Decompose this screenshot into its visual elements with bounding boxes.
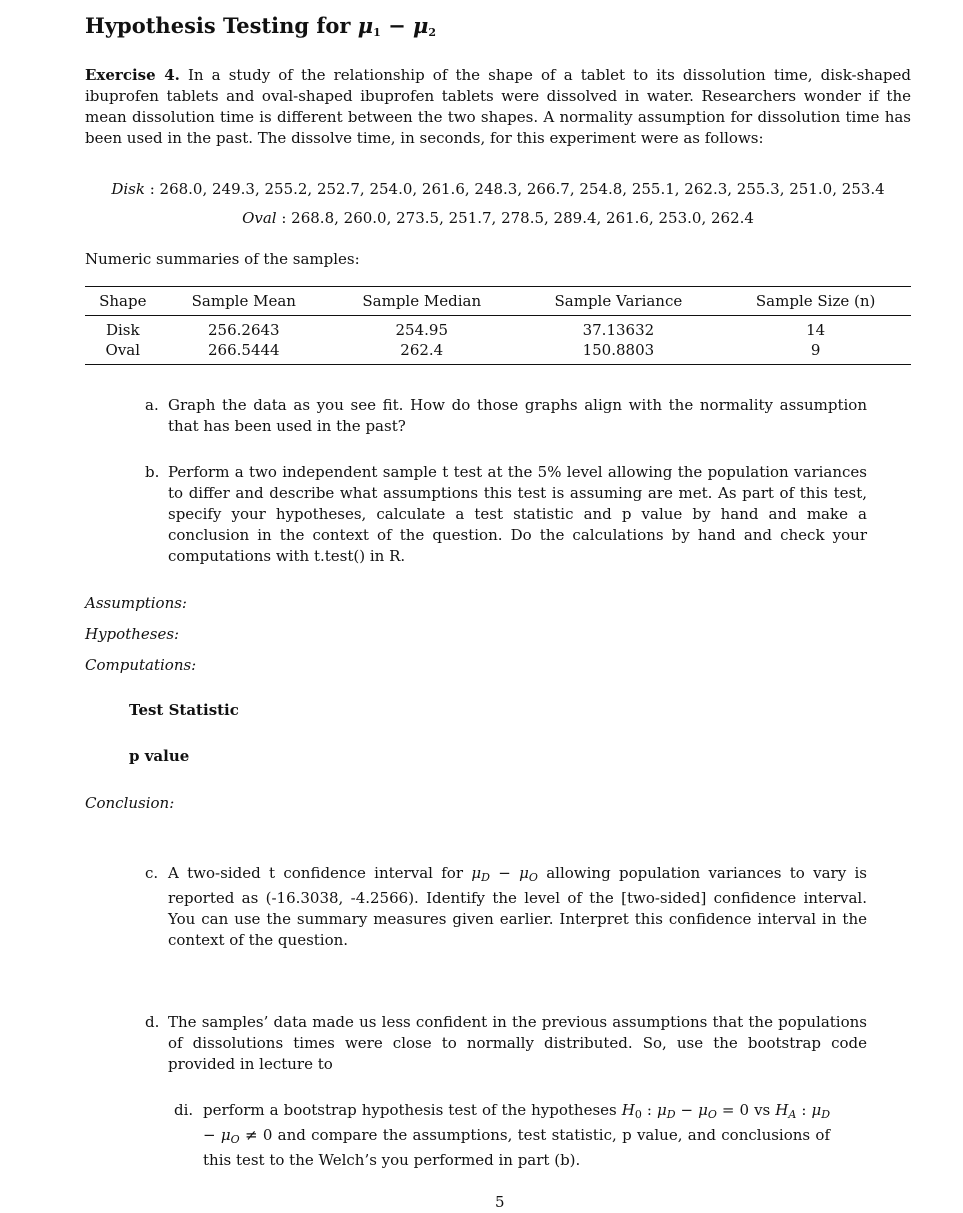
header-median: Sample Median [327, 287, 516, 316]
sub-d: D [481, 871, 490, 884]
sample-data [85, 179, 911, 229]
part-a-marker: a. [145, 396, 159, 414]
minus-symbol: − [489, 864, 520, 882]
part-c-marker: c. [145, 864, 159, 882]
mu-symbol: μ [220, 1126, 231, 1144]
cell-shape: Oval [85, 340, 161, 365]
sub-d: D [821, 1108, 831, 1121]
computations-label: Computations: [85, 656, 197, 674]
minus-symbol: − [203, 1126, 221, 1144]
part-d [145, 1012, 867, 1075]
table-row [85, 340, 911, 365]
part-d-text: The samples’ data made us less confident in the previous assumptions that the populations of dissolutions times were close to normally distributed. So, use the bootstrap code provided in lecture to [168, 1013, 867, 1073]
h-symbol: H [621, 1101, 635, 1119]
disk-label: Disk [111, 180, 145, 198]
cell-mean: 266.5444 [161, 340, 327, 365]
mu-symbol: μ [656, 1101, 667, 1119]
part-c-text-pre: A two-sided t confidence interval for [168, 864, 472, 882]
oval-label: Oval [242, 209, 277, 227]
part-b-text: Perform a two independent sample t test at the 5% level allowing the population variances to differ and describe what assumptions this test is assuming are met. As part of this test, specify your hypotheses, calculate a test statistic and p value by hand and make a conclusion in the context of the question. Do the calculations by hand and check your computations with t.test() in R. [168, 463, 867, 565]
hypotheses-label: Hypotheses: [85, 625, 180, 643]
conclusion-label: Conclusion: [85, 794, 175, 812]
cell-variance: 150.8803 [516, 340, 720, 365]
cell-shape: Disk [105, 321, 140, 339]
summaries-intro: Numeric summaries of the samples: [85, 250, 360, 268]
table-row [85, 316, 911, 341]
test-statistic-label: Test Statistic [129, 701, 239, 719]
header-shape: Shape [85, 287, 161, 316]
equals-zero: = 0 [716, 1101, 750, 1119]
oval-values: : 268.8, 260.0, 273.5, 251.7, 278.5, 289.4, 261.6, 253.0, 262.4 [276, 209, 754, 227]
part-a [145, 395, 867, 437]
header-variance: Sample Variance [516, 287, 720, 316]
mu-symbol: μ [471, 864, 482, 882]
part-d-marker: d. [145, 1013, 160, 1031]
assumptions-label: Assumptions: [85, 594, 187, 612]
not-equals-zero: ≠ 0 [239, 1126, 273, 1144]
cell-median: 254.95 [395, 321, 448, 339]
vs-text: vs [749, 1101, 771, 1119]
minus-symbol: − [675, 1101, 699, 1119]
exercise-paragraph [85, 65, 911, 149]
exercise-text: In a study of the relationship of the shape of a tablet to its dissolution time, disk-shaped ibuprofen tablets and oval-shaped ibuprofen tablets were dissolved in water. Researchers wonder if the mean dissolution time is different between the two shapes. A normality assumption for dissolution time has been used in the past. The dissolve time, in seconds, for this experiment were as follows: [85, 66, 911, 147]
part-di [174, 1100, 830, 1171]
p-value-label: p value [129, 747, 190, 765]
cell-variance: 37.13632 [582, 321, 655, 339]
part-b [145, 462, 867, 567]
title-sub-1: 1 [373, 26, 381, 39]
title-minus: − [380, 13, 414, 38]
mu-symbol: μ [811, 1101, 822, 1119]
header-size: Sample Size (n) [720, 287, 911, 316]
cell-mean: 256.2643 [208, 321, 280, 339]
title-text: Hypothesis Testing for [85, 13, 351, 38]
title-mu-2: μ [413, 13, 429, 38]
mu-symbol: μ [698, 1101, 708, 1119]
sub-o: O [707, 1108, 717, 1121]
header-mean: Sample Mean [161, 287, 327, 316]
disk-data-row [85, 179, 911, 200]
page-number: 5 [495, 1193, 505, 1211]
oval-data-row [85, 208, 911, 229]
page-title [85, 12, 911, 47]
title-mu-1: μ [357, 13, 374, 38]
sub-o: O [230, 1133, 240, 1146]
document-page [85, 12, 911, 1169]
part-a-text: Graph the data as you see fit. How do those graphs align with the normality assumption that has been used in the past? [168, 396, 867, 435]
part-di-marker: di. [174, 1101, 194, 1119]
part-c [145, 863, 867, 951]
cell-median: 262.4 [327, 340, 516, 365]
cell-size: 9 [720, 340, 911, 365]
colon-symbol: : [796, 1101, 812, 1119]
h-symbol: H [775, 1101, 789, 1119]
exercise-label: Exercise 4. [85, 66, 180, 84]
part-di-text: and compare the assumptions, test statistic, p value, and conclusions of this test to the Welch’s you performed in part (b). [203, 1126, 830, 1169]
cell-size: 14 [806, 321, 826, 339]
part-c-text: allowing population variances to vary is reported as (-16.3038, -4.2566). Identify the level of the [two-sided] confidence interval. You can use the summary measures given earlier. Interpret this confidence interval in the context of the question. [168, 864, 867, 949]
table-header-row [85, 287, 911, 316]
disk-values: : 268.0, 249.3, 255.2, 252.7, 254.0, 261.6, 248.3, 266.7, 254.8, 255.1, 262.3, 255.3, 251.0, 253.4 [144, 180, 885, 198]
title-sub-2: 2 [428, 26, 437, 39]
sub-o: O [528, 871, 538, 884]
sub-d: D [666, 1108, 676, 1121]
sub-zero: 0 [634, 1108, 642, 1121]
summary-table [85, 286, 911, 365]
part-di-text-pre: perform a bootstrap hypothesis test of the hypotheses [203, 1101, 622, 1119]
colon-symbol: : [641, 1101, 657, 1119]
sub-a: A [788, 1108, 797, 1121]
part-b-marker: b. [145, 463, 160, 481]
mu-symbol: μ [519, 864, 529, 882]
